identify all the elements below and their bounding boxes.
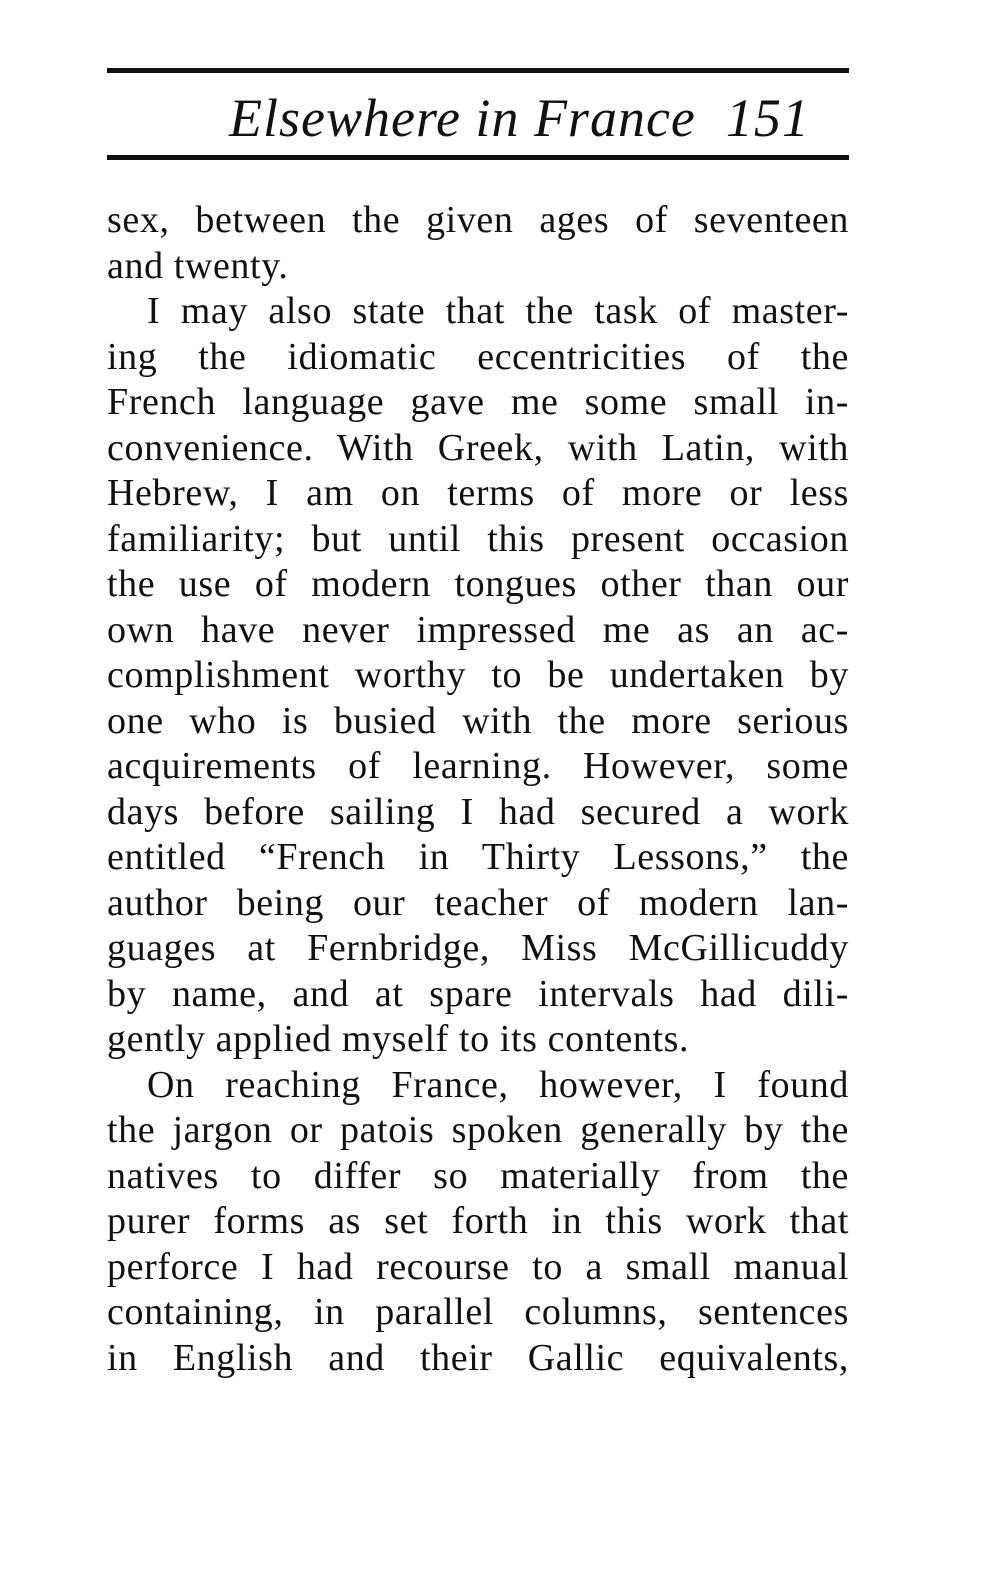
- text-line: sex, between the given ages of seventeen: [107, 199, 849, 241]
- text-line: On reaching France, however, I found: [147, 1063, 849, 1106]
- text-line: guages at Fernbridge, Miss McGillicuddy: [107, 927, 849, 969]
- text-line: ing the idiomatic eccentricities of the: [107, 335, 849, 378]
- text-line: days before sailing I had secured a work: [107, 790, 849, 833]
- text-line: purer forms as set forth in this work that: [107, 1200, 849, 1242]
- page-number: 151: [725, 88, 810, 148]
- text-line: in English and their Gallic equivalents,: [107, 1336, 849, 1379]
- running-head-text: [229, 87, 810, 149]
- text-line: the jargon or patois spoken generally by the: [107, 1109, 849, 1151]
- text-line: one who is busied with the more serious: [107, 699, 849, 742]
- text-line: I may also state that the task of master-: [147, 290, 849, 332]
- text-line: and twenty.: [107, 244, 289, 287]
- text-line: gently applied myself to its contents.: [107, 1018, 690, 1060]
- book-page: [107, 68, 849, 1381]
- text-line: acquirements of learning. However, some: [107, 745, 849, 787]
- text-line: complishment worthy to be undertaken by: [107, 654, 849, 696]
- header-rule-bottom: [107, 155, 849, 160]
- text-line: entitled “French in Thirty Lessons,” the: [107, 836, 849, 878]
- text-line: author being our teacher of modern lan-: [107, 881, 849, 924]
- text-line: natives to differ so materially from the: [107, 1154, 849, 1197]
- text-line: familiarity; but until this present occasion: [107, 517, 849, 560]
- text-line: convenience. With Greek, with Latin, with: [107, 426, 849, 469]
- text-line: containing, in parallel columns, sentences: [107, 1291, 849, 1333]
- text-line: own have never impressed me as an ac-: [107, 608, 849, 651]
- paragraph-1: [107, 198, 849, 289]
- text-line: Hebrew, I am on terms of more or less: [107, 472, 849, 514]
- text-line: French language gave me some small in-: [107, 381, 849, 423]
- text-line: the use of modern tongues other than our: [107, 563, 849, 605]
- paragraph-3: [107, 1063, 849, 1382]
- body-text: [107, 198, 849, 1381]
- running-head: [107, 73, 849, 155]
- text-line: by name, and at spare intervals had dili-: [107, 972, 849, 1015]
- running-head-title: Elsewhere in France: [229, 88, 696, 148]
- text-line: perforce I had recourse to a small manual: [107, 1245, 849, 1288]
- paragraph-2: [107, 289, 849, 1063]
